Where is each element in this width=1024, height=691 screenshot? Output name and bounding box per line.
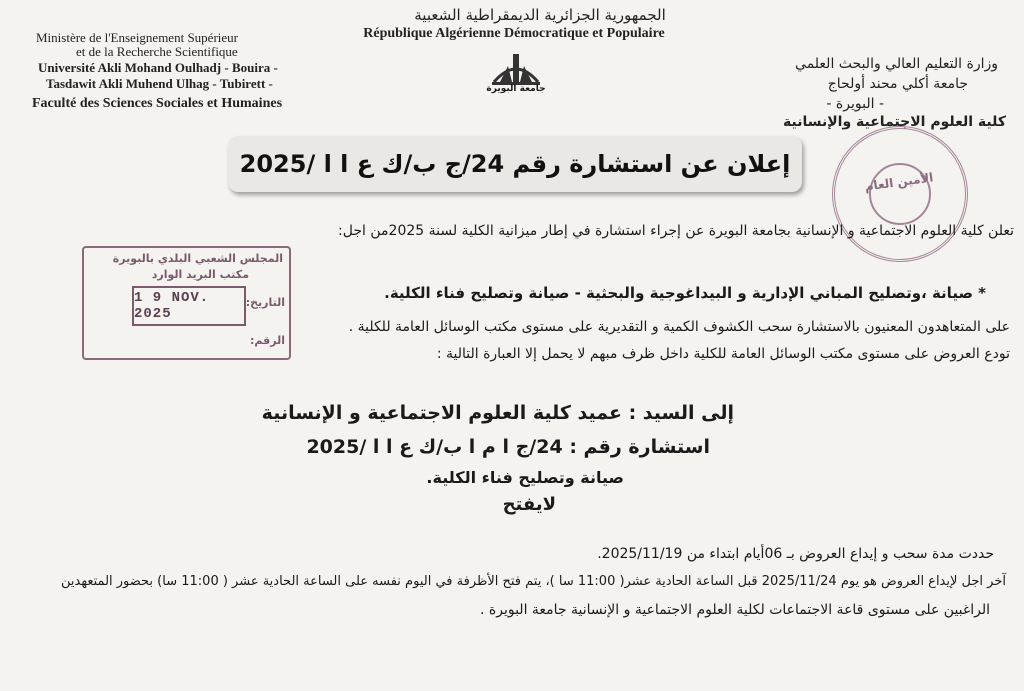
- university-fr: Université Akli Mohand Oulhadj - Bouira -: [38, 60, 278, 75]
- deposit-line: تودع العروض على مستوى مكتب الوسائل العامة للكلية داخل ظرف مبهم لا يحمل إلا العبارة التالية :: [436, 346, 1010, 362]
- faculty-ar: كلية العلوم الاجتماعية والإنسانية: [783, 114, 1006, 130]
- city-ar: - البويرة -: [826, 96, 884, 112]
- registry-stamp: [82, 246, 291, 360]
- ministry-fr-line2: et de la Recherche Scientifique: [76, 44, 238, 59]
- stamp-number-label: الرقم:: [250, 334, 285, 347]
- round-stamp: [832, 126, 968, 262]
- stamp-date-value: 1 9 NOV. 2025: [132, 286, 246, 326]
- registry-stamp-line2: مكتب البريد الوارد: [151, 268, 249, 281]
- republic-fr: République Algérienne Démocratique et Populaire: [363, 26, 665, 41]
- duration-line: حددت مدة سحب و إيداع العروض بـ 06أيام ابتداء من 2025/11/19.: [597, 546, 994, 562]
- deadline-line1: آخر اجل لإيداع العروض هو يوم 2025/11/24 قبل الساعة الحادية عشر( 11:00 سا )، يتم فتح الأظرفة في اليوم نفسه على الساعة الحادية عشر ( 11:00 سا) بحضور المتعهدين: [61, 574, 1006, 589]
- item-line: * صيانة ،وتصليح المباني الإدارية و البيداغوجية والبحثية - صيانة وتصليح فناء الكلية.: [384, 284, 986, 302]
- round-stamp-label: الأمين العام: [863, 170, 935, 194]
- address-line3: صيانة وتصليح فناء الكلية.: [426, 468, 624, 487]
- faculty-fr: Faculté des Sciences Sociales et Humaines: [32, 96, 283, 111]
- address-line1: إلى السيد : عميد كلية العلوم الاجتماعية و الإنسانية: [261, 402, 734, 424]
- address-line2: استشارة رقم : 24/ج ا م ا ب/ك ع ا ا /2025: [306, 436, 710, 458]
- intro-text: تعلن كلية العلوم الاجتماعية و الإنسانية بجامعة البويرة عن إجراء استشارة في إطار ميزانية الكلية لسنة 2025من اجل:: [338, 223, 1014, 239]
- registry-stamp-line1: المجلس الشعبي البلدي بالبويرة: [112, 252, 283, 265]
- university-ar: جامعة أكلي محند أولحاج: [827, 76, 968, 92]
- stamp-date-label: التاريخ:: [245, 296, 285, 309]
- deadline-line2: الراغبين على مستوى قاعة الاجتماعات لكلية العلوم الاجتماعية و الإنسانية جامعة البويرة .: [479, 602, 990, 618]
- ministry-ar: وزارة التعليم العالي والبحث العلمي: [795, 56, 998, 72]
- withdraw-line: على المتعاهدون المعنيون بالاستشارة سحب الكشوف الكمية و التقديرية على مستوى مكتب الوسائل العامة للكلية .: [348, 319, 1010, 335]
- ministry-fr-line1: Ministère de l'Enseignement Supérieur: [36, 30, 238, 45]
- university-logo: [486, 46, 546, 100]
- announcement-title: إعلان عن استشارة رقم 24/ج ب/ك ع ا ا /2025: [239, 150, 791, 178]
- republic-ar: الجمهورية الجزائرية الديمقراطية الشعبية: [414, 6, 666, 24]
- tasdawit-fr: Tasdawit Akli Muhend Ulhag - Tubirett -: [46, 76, 273, 91]
- logo-caption: جامعة البويرة: [486, 84, 546, 94]
- address-line4: لايفتح: [502, 494, 556, 515]
- announcement-title-box: [228, 136, 802, 192]
